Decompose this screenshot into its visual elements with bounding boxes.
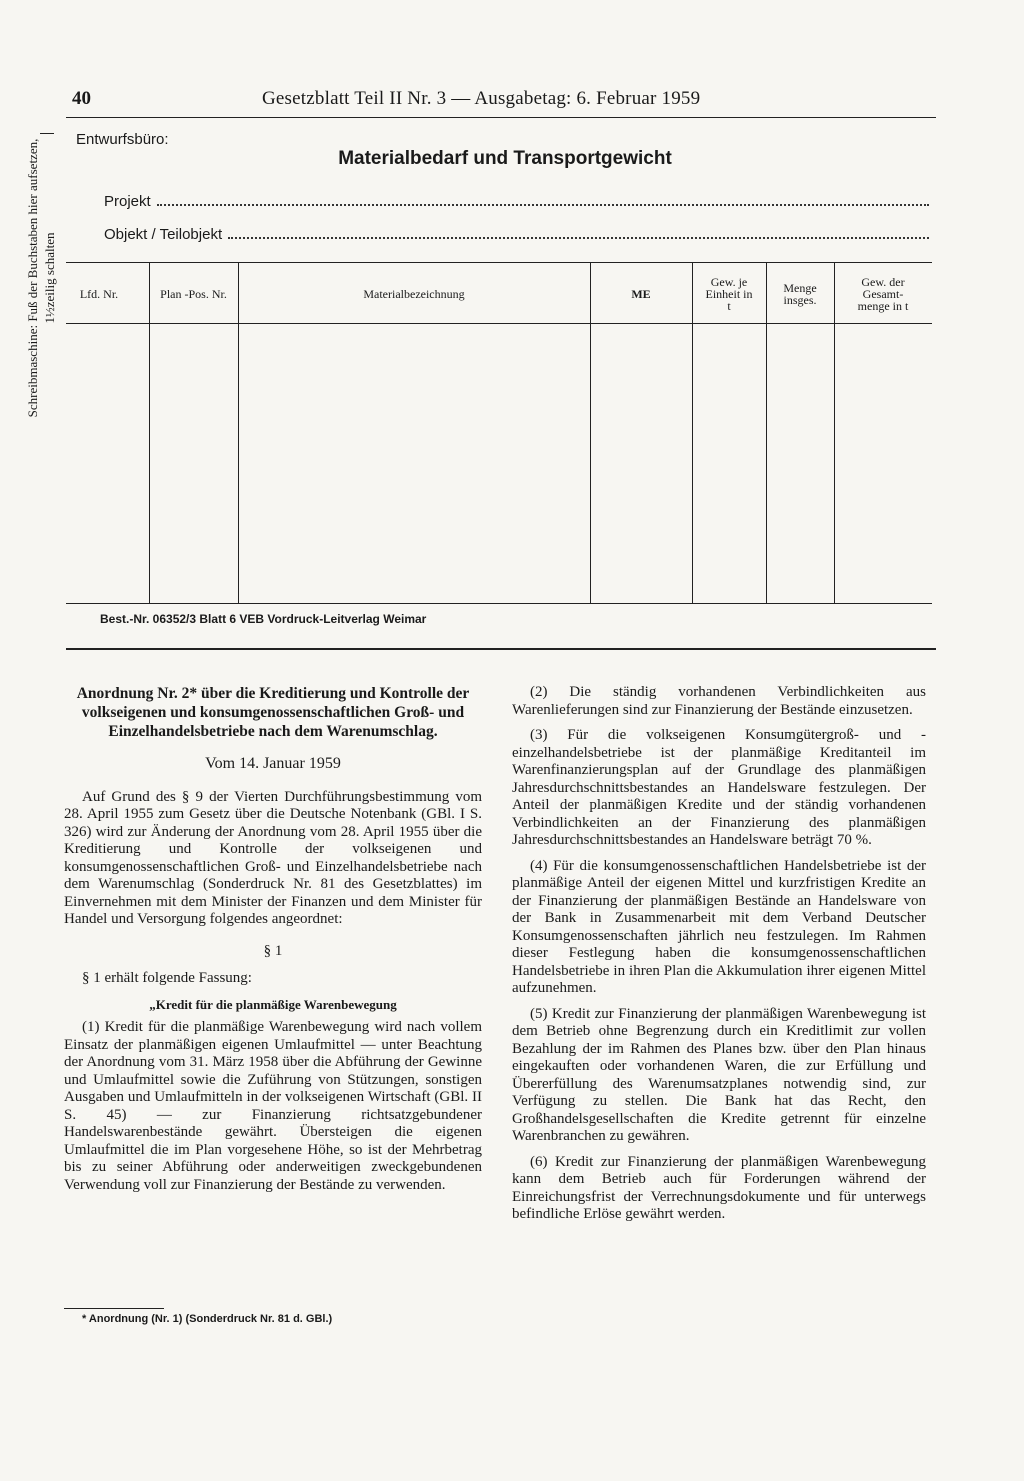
section-intro: § 1 erhält folgende Fassung:	[82, 970, 252, 986]
footnote-rule	[64, 1308, 164, 1309]
entwurfsbuero-label: Entwurfsbüro:	[76, 131, 169, 148]
paragraph-4: (4) Für die konsumgenossenschaftlichen Handelsbetriebe ist der planmäßige Anteil der eigenen Mittel und kurzfristigen Kredite an der Finanzierung der planmäßigen Bestände an Handelsware von der Bank in Zusammenarbeit mit dem Verband Deutscher Konsumgenossenschaften jährlich neu festzulegen. Im Rahmen dieser Festlegung haben die konsumgenossenschaftlichen Handelsbetriebe in ihren Plan die Akkumulation ihrer eigenen Mittel aufzunehmen.	[512, 857, 926, 996]
paragraph-3: (3) Für die volkseigenen Konsumgütergroß- und -einzelhandelsbetriebe ist der planmäßige Kreditanteil im Warenfinanzierungsplan auf der Grundlage des planmäßigen Jahresdurchschnittsbestandes an Handelsware festzulegen. Der Anteil der planmäßigen Kredite und der ständig vorhandenen Verbindlichkeiten an der Finanzierung des planmäßigen Jahresdurchschnittsbestandes an Handelsware beträgt 70 %.	[512, 727, 926, 848]
footnote: * Anordnung (Nr. 1) (Sonderdruck Nr. 81 d. GBl.)	[82, 1313, 333, 1325]
article-right-column	[512, 684, 926, 1232]
article-preamble: Auf Grund des § 9 der Vierten Durchführungsbestimmung vom 28. April 1955 zum Gesetz über die Deutsche Notenbank (GBl. I S. 326) wird zur Änderung der Anordnung vom 28. April 1955 über die Kreditierung und Kontrolle der volkseigenen und konsumgenossenschaftlichen Groß- und Einzelhandelsbetriebe nach dem Warenumschlag (Sonderdruck Nr. 81 des Gesetzblattes) im Einvernehmen mit dem Minister der Finanzen und dem Minister für Handel und Versorgung folgendes angeordnet:	[64, 788, 482, 927]
article-left-column	[64, 684, 482, 1202]
paragraph-6: (6) Kredit zur Finanzierung der planmäßigen Warenbewegung kann dem Betrieb auch für Forderungen während der Einreichungsfrist der Verrechnungsdokumente und für unterwegs befindliche Erlöse gewährt werden.	[512, 1153, 926, 1222]
col-head-gew-je-einheit: Gew. je Einheit in t	[705, 275, 753, 313]
col-head-menge: Menge insges.	[783, 281, 817, 307]
objekt-label: Objekt / Teilobjekt	[104, 226, 223, 243]
article-subheading: „Kredit für die planmäßige Warenbewegung	[149, 996, 397, 1012]
objekt-field	[104, 225, 929, 243]
material-table	[66, 262, 932, 604]
projekt-label: Projekt	[104, 193, 151, 210]
page-number: 40	[72, 88, 91, 109]
form-title: Materialbedarf und Transportgewicht	[338, 148, 672, 169]
col-head-gew-gesamtmenge: Gew. der Gesamt-menge in t	[857, 275, 909, 313]
article-date: Vom 14. Januar 1959	[205, 755, 341, 772]
article-heading: Anordnung Nr. 2* über die Kreditierung und Kontrolle der volkseigenen und konsumgenossenschaftlichen Groß- und Einzelhandelsbetriebe nach dem Warenumschlag.	[76, 685, 470, 740]
header-rule	[66, 117, 936, 118]
col-head-plan-pos: Plan -Pos. Nr.	[160, 287, 227, 301]
col-head-materialbezeichnung: Materialbezeichnung	[363, 287, 465, 301]
paragraph-2: (2) Die ständig vorhandenen Verbindlichkeiten aus Warenlieferungen sind zur Finanzierung der Bestände einzusetzen.	[512, 684, 926, 718]
col-head-me: ME	[631, 287, 651, 301]
paragraph-1: (1) Kredit für die planmäßige Warenbewegung wird nach vollem Einsatz der planmäßigen eigenen Umlaufmittel — unter Beachtung der Anordnung vom 31. März 1958 über die Abführung der Gewinne und Umlaufmittel sowie die Zuführung von Stützungen, sonstigen Ausgaben und Umlaufmitteln in der volkseigenen Wirtschaft (GBl. II S. 45) — zur Finanzierung richtsatzgebundener Handelswarenbestände gewährt. Übersteigen die eigenen Umlaufmittel die im Plan vorgesehene Höhe, so ist der Mehrbetrag bis zu seiner Abführung oder anderweitigen zweckgebundenen Verwendung voll zur Finanzierung der Bestände zu verwenden.	[64, 1019, 482, 1193]
side-mark	[40, 133, 54, 134]
section-sign: § 1	[263, 942, 283, 959]
form-imprint: Best.-Nr. 06352/3 Blatt 6 VEB Vordruck-Leitverlag Weimar	[100, 612, 427, 626]
objekt-dotted-line	[228, 225, 929, 239]
col-head-lfd-nr: Lfd. Nr.	[79, 287, 119, 301]
projekt-field	[104, 192, 929, 210]
section-rule	[66, 648, 936, 650]
paragraph-5: (5) Kredit zur Finanzierung der planmäßigen Warenbewegung ist dem Betrieb ohne Begrenzung durch ein Kreditlimit zur vollen Bezahlung der im Rahmen des Planes bzw. über den Plan hinaus eingekauften oder vorhandenen Waren, die zur Erfüllung und Übererfüllung des Warenumsatzplanes notwendig sind, zur Verfügung zu stellen. Die Bank hat das Recht, den Großhandelsgesellschaften die Kredite getrennt für einzelne Warenbranchen zu gewähren.	[512, 1005, 926, 1144]
typewriter-side-note: Schreibmaschine: Fuß der Buchstaben hier aufsetzen, 1½zeilig schalten	[25, 138, 57, 418]
table-header-rule	[66, 323, 932, 324]
running-head: Gesetzblatt Teil II Nr. 3 — Ausgabetag: 6. Februar 1959	[262, 88, 701, 109]
projekt-dotted-line	[157, 192, 929, 206]
